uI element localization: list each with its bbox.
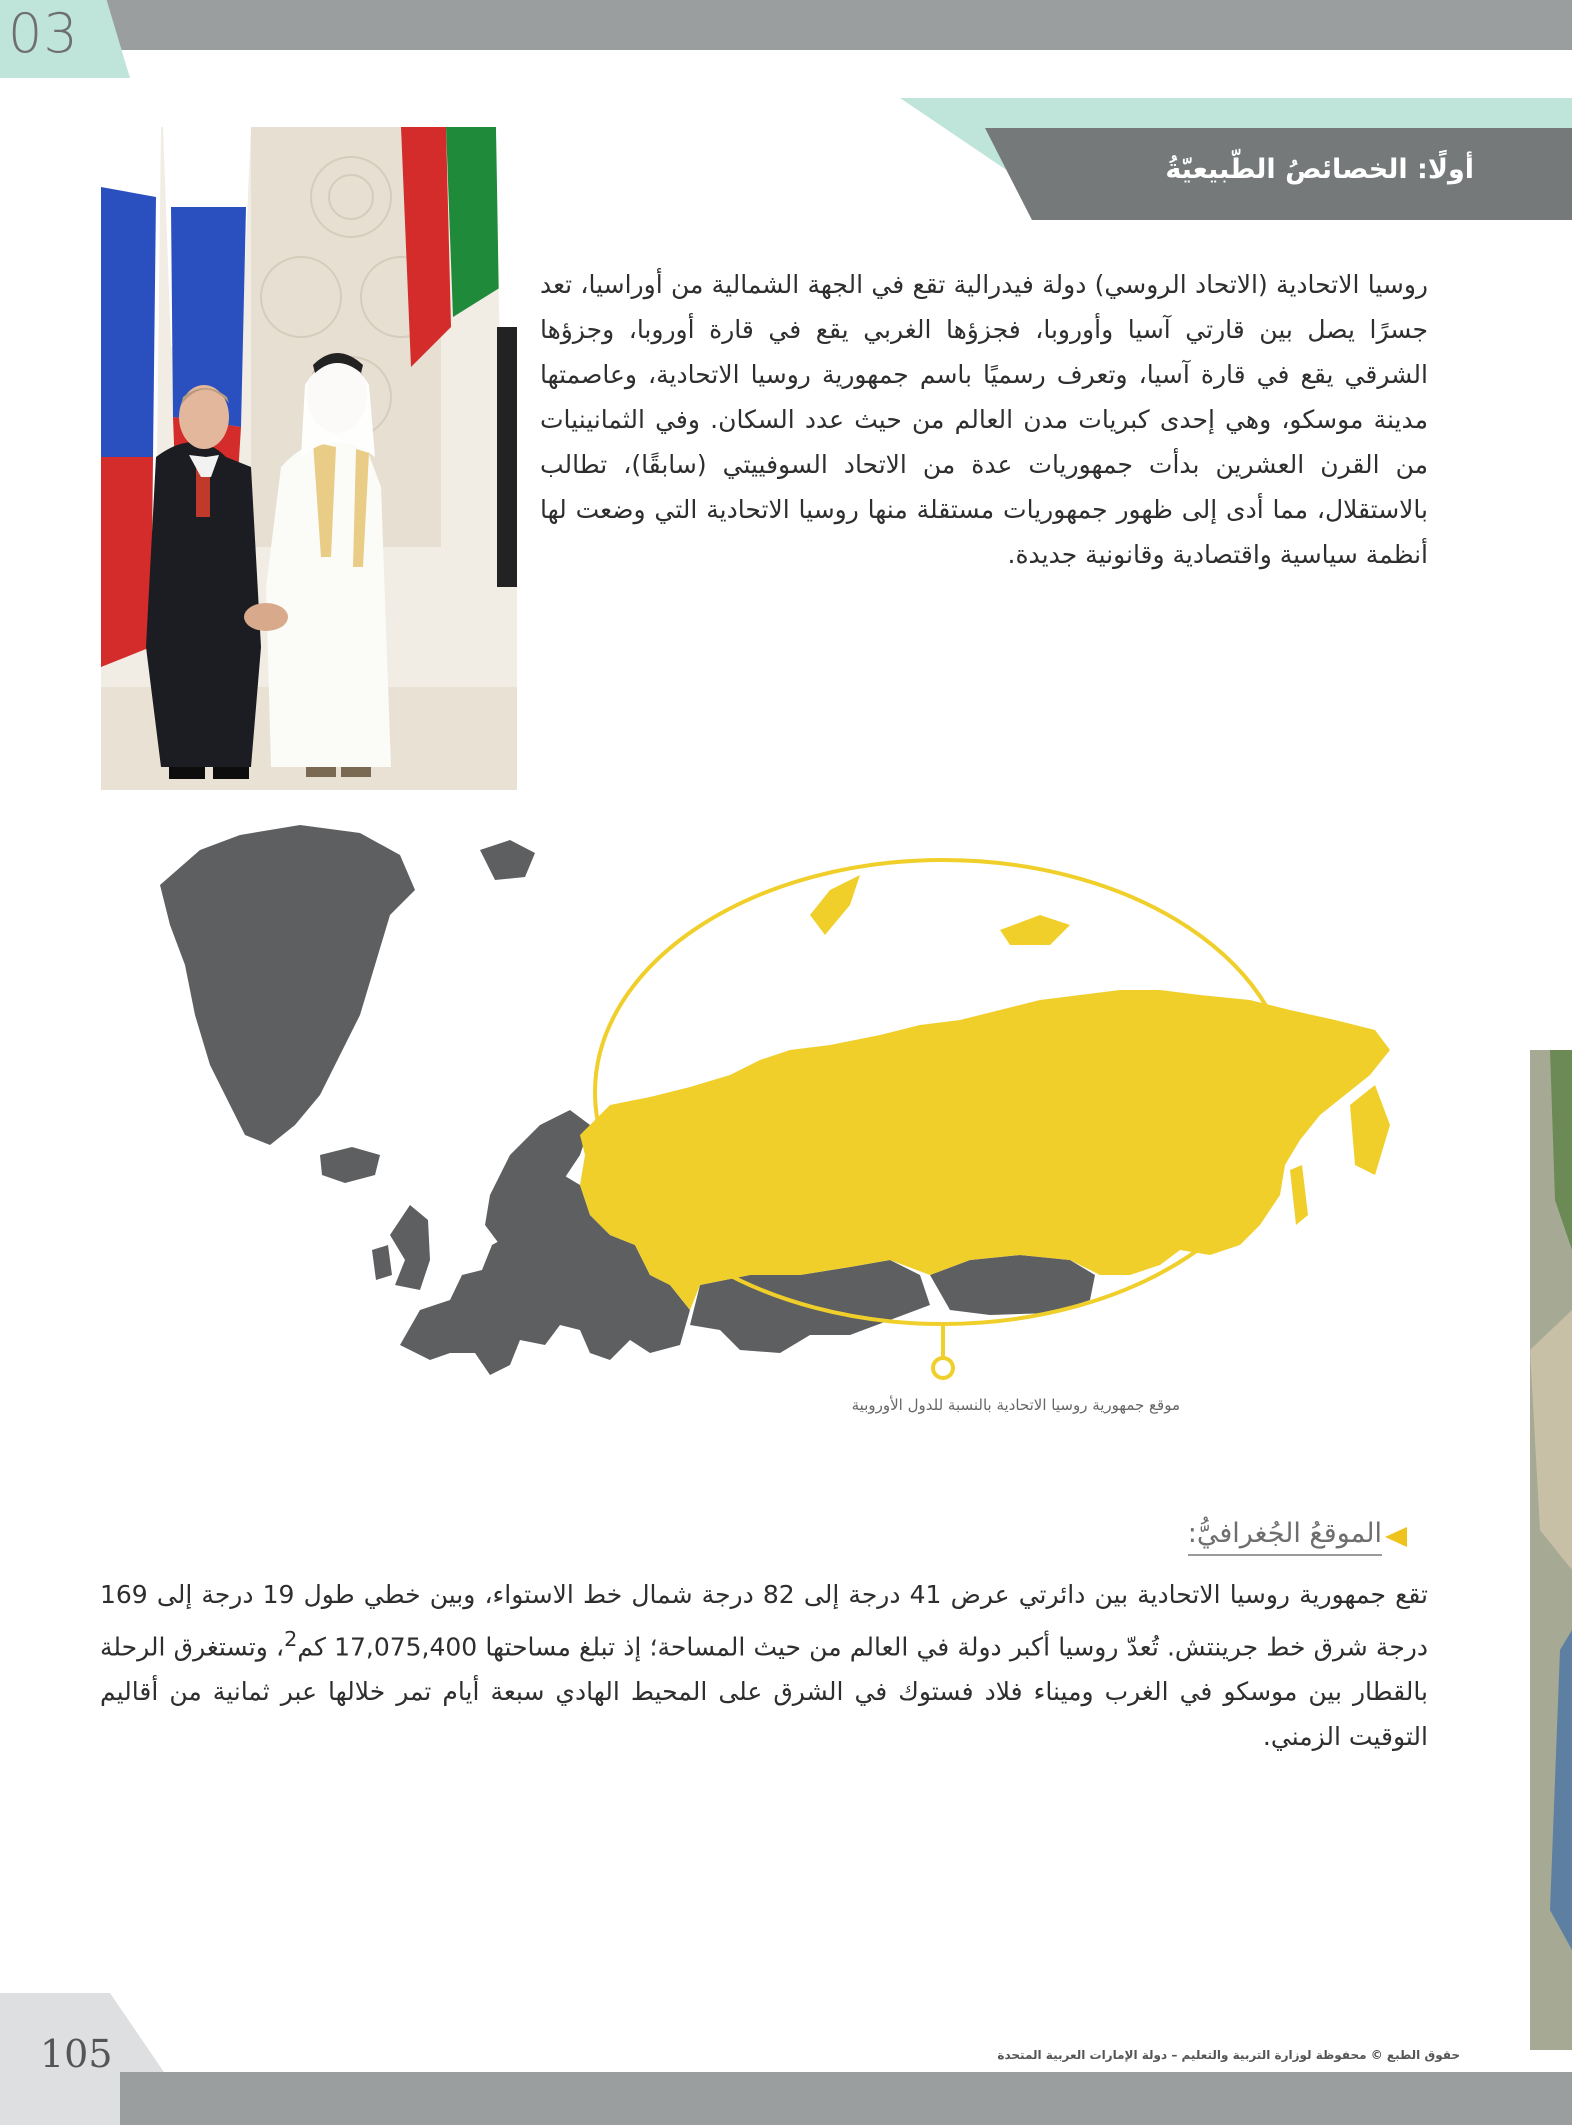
geo-paragraph: [100, 1572, 1428, 1759]
arctic-islands-shape: [1000, 915, 1070, 945]
sakhalin-shape: [1290, 1165, 1308, 1225]
uk-shape: [390, 1205, 430, 1290]
leaders-photo: [101, 127, 517, 790]
bottom-bar: [120, 2072, 1572, 2125]
europe-russia-map: [90, 805, 1560, 1385]
novaya-zemlya-shape: [810, 875, 860, 935]
geo-text-after: ، وتستغرق الرحلة بالقطار بين موسكو في الغرب وميناء فلاد فستوك في الشرق على المحيط الهادي سبعة أيام تمر خلالها عبر ثمانية من أقاليم التوقيت الزمني.: [100, 1632, 1428, 1752]
top-bar: [0, 0, 1572, 50]
svalbard-shape: [480, 840, 535, 880]
intro-paragraph: روسيا الاتحادية (الاتحاد الروسي) دولة فيدرالية تقع في الجهة الشمالية من أوراسيا، تعد جسرًا يصل بين قارتي آسيا وأوروبا، فجزؤها الغربي يقع في قارة أوروبا، وجزؤها الشرقي يقع في قارة آسيا، وتعرف رسميًا باسم جمهورية روسيا الاتحادية، وعاصمتها مدينة موسكو، وهي إحدى كبريات مدن العالم من حيث عدد السكان. وفي الثمانينيات من القرن العشرين بدأت جمهوريات عدة من الاتحاد السوفييتي (سابقًا)، تطالب بالاستقلال، مما أدى إلى ظهور جمهوريات مستقلة منها روسيا الاتحادية التي وضعت لها أنظمة سياسية واقتصادية وقانونية جديدة.: [540, 270, 1428, 569]
section-title: أولًا: الخصائصُ الطّبيعيّةُ: [1165, 154, 1474, 185]
side-image-strip: [1530, 1050, 1572, 2050]
map-caption: موقع جمهورية روسيا الاتحادية بالنسبة للدول الأوروبية: [851, 1396, 1180, 1414]
page-number: 105: [40, 2032, 113, 2076]
copyright-notice: حقوق الطبع © محفوظة لوزارة التربية والتعليم – دولة الإمارات العربية المتحدة: [997, 2048, 1460, 2062]
geo-location-heading: الموقعُ الجُغرافيُّ:: [1188, 1518, 1382, 1556]
kamchatka-shape: [1350, 1085, 1390, 1175]
callout-dot: [933, 1358, 953, 1378]
chapter-number: 03: [8, 2, 79, 65]
subheading-arrow-icon: [1385, 1527, 1407, 1547]
greenland-shape: [160, 825, 415, 1145]
geo-text-before: تقع جمهورية روسيا الاتحادية بين دائرتي عرض 41 درجة إلى 82 درجة شمال خط الاستواء، وبين خطي طول 19 درجة إلى 169 درجة شرق خط جرينتش. تُعدّ روسيا أكبر دولة في العالم من حيث المساحة؛ إذ تبلغ مساحتها 17,075,400 كم: [100, 1580, 1429, 1662]
iceland-shape: [320, 1147, 380, 1183]
area-unit-superscript: 2: [284, 1627, 298, 1651]
ireland-shape: [372, 1245, 392, 1280]
